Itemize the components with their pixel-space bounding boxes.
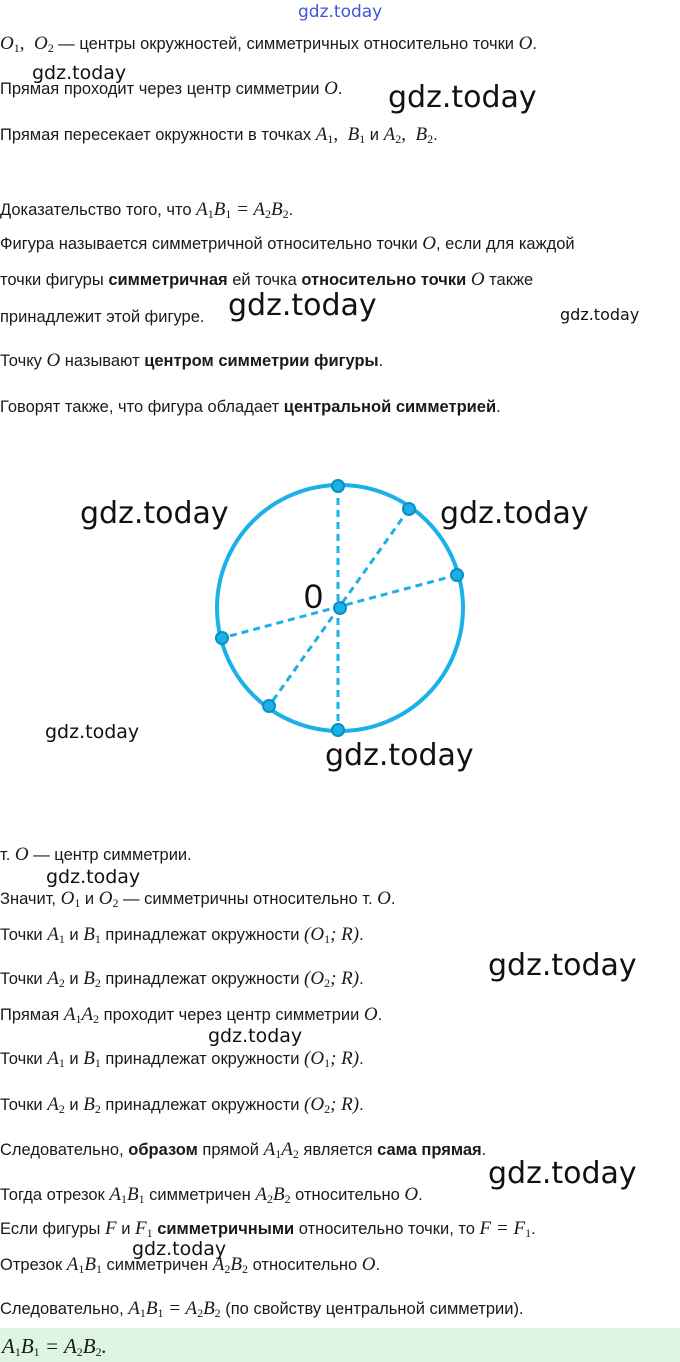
watermark: gdz.today [80, 496, 229, 531]
watermark: gdz.today [325, 738, 474, 773]
problem-line-centers: $O_1$, $O_2$ — центры окружностей, симметричных относительно точки O. [0, 33, 537, 55]
solution-points-circle-1: Точки $A_1$ и $B_1$ принадлежат окружности ($O_1$; R). [0, 924, 364, 946]
definition-line-1: Фигура называется симметричной относительно точки O, если для каждой [0, 233, 575, 254]
answer-text: $A_1B_1 = A_2B_2$. [2, 1334, 107, 1359]
solution-center: т. O — центр симметрии. [0, 844, 192, 865]
solution-image-of-line: Следовательно, образом прямой $A_1A_2$ является сама прямая. [0, 1139, 487, 1161]
proof-goal: Доказательство того, что $A_1B_1 = A_2B_2$. [0, 199, 294, 221]
point-upper-right [403, 503, 415, 515]
watermark: gdz.today [560, 305, 640, 324]
watermark: gdz.today [208, 1025, 303, 1047]
solution-points-circle-2: Точки $A_2$ и $B_2$ принадлежат окружности ($O_2$; R). [0, 968, 364, 990]
solution-symmetric-centers: Значит, $O_1$ и $O_2$ — симметричны относительно т. O. [0, 888, 396, 910]
watermark: gdz.today [46, 866, 141, 888]
watermark: gdz.today [488, 948, 637, 983]
definition-line-2: точки фигуры симметричная ей точка относительно точки O также [0, 269, 534, 290]
solution-line-through-center: Прямая $A_1A_2$ проходит через центр симметрии O. [0, 1004, 383, 1026]
definition-center: Точку O называют центром симметрии фигуры. [0, 350, 384, 371]
problem-line-intersections: Прямая пересекает окружности в точках $A_1$, $B_1$ и $A_2$, $B_2$. [0, 124, 438, 146]
point-bottom [332, 724, 344, 736]
watermark: gdz.today [32, 62, 127, 84]
solution-points-circle-2b: Точки $A_2$ и $B_2$ принадлежат окружности ($O_2$; R). [0, 1094, 364, 1116]
solution-property: Если фигуры F и $F_1$ симметричными относительно точки, то $F = F_1$. [0, 1218, 536, 1240]
answer-box [0, 1328, 680, 1362]
point-left [216, 632, 228, 644]
problem-line-through-center: Прямая проходит через центр симметрии O. [0, 78, 343, 99]
definition-central-symmetry: Говорят также, что фигура обладает центральной симметрией. [0, 398, 501, 416]
watermark: gdz.today [228, 288, 377, 323]
watermark: gdz.today [488, 1156, 637, 1191]
watermark: gdz.today [45, 721, 140, 743]
watermark: gdz.today [440, 496, 589, 531]
point-right [451, 569, 463, 581]
watermark: gdz.today [388, 80, 537, 115]
point-center [334, 602, 346, 614]
watermark: gdz.today [298, 2, 383, 22]
point-lower-left [263, 700, 275, 712]
solution-conclusion: Следовательно, $A_1B_1 = A_2B_2$ (по свойству центральной симметрии). [0, 1298, 524, 1320]
solution-segment-symmetric: Тогда отрезок $A_1B_1$ симметричен $A_2B_2$ относительно O. [0, 1184, 423, 1206]
solution-points-circle-1b: Точки $A_1$ и $B_1$ принадлежат окружности ($O_1$; R). [0, 1048, 364, 1070]
center-label: 0 [304, 578, 323, 616]
watermark: gdz.today [132, 1238, 227, 1260]
definition-line-3: принадлежит этой фигуре. [0, 308, 205, 326]
solution-segment-symmetric-2: Отрезок $A_1B_1$ симметричен $A_2B_2$ относительно O. [0, 1254, 381, 1276]
point-top [332, 480, 344, 492]
